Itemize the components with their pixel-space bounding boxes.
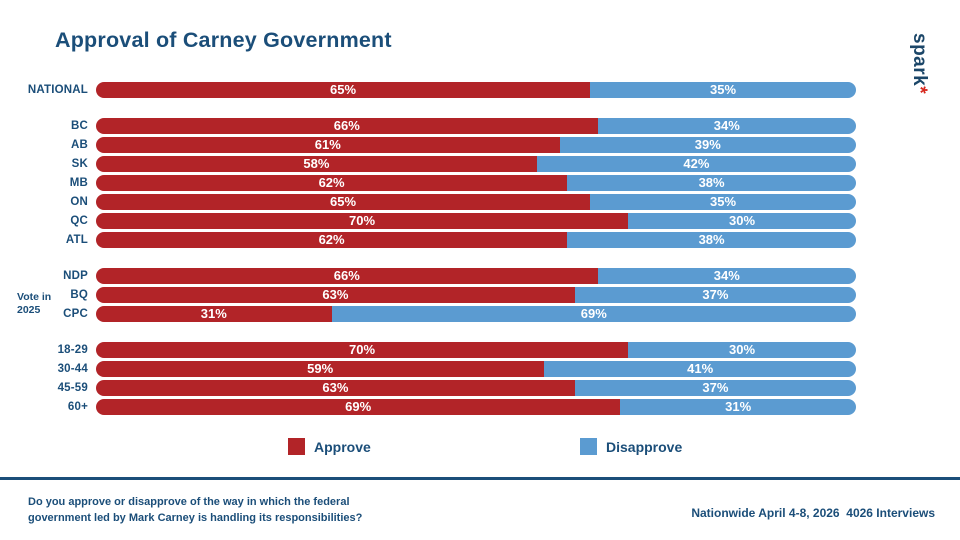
bar-row-45-59 <box>0 380 960 396</box>
bar-track-45-59 <box>96 380 856 396</box>
disapprove-segment-18-29: 30% <box>628 342 856 358</box>
row-label-mb: MB <box>69 177 88 189</box>
disapprove-swatch-icon <box>580 438 597 455</box>
bar-track-18-29 <box>96 342 856 358</box>
disapprove-segment-60-: 31% <box>620 399 856 415</box>
vote-in-2025-line1: Vote in <box>17 291 52 303</box>
bar-row-qc <box>0 213 960 229</box>
disapprove-segment-mb: 38% <box>567 175 856 191</box>
approve-swatch-icon <box>288 438 305 455</box>
survey-question-line1: Do you approve or disapprove of the way in which the federal <box>28 496 350 508</box>
disapprove-segment-30-44: 41% <box>544 361 856 377</box>
bar-track-ndp <box>96 268 856 284</box>
approve-segment-on: 65% <box>96 194 590 210</box>
approve-segment-bq: 63% <box>96 287 575 303</box>
approve-segment-60-: 69% <box>96 399 620 415</box>
bar-row-cpc <box>0 306 960 322</box>
approve-segment-mb: 62% <box>96 175 567 191</box>
bar-row-30-44 <box>0 361 960 377</box>
bar-group <box>0 118 960 248</box>
disapprove-segment-national: 35% <box>590 82 856 98</box>
row-label-bq: BQ <box>70 289 88 301</box>
approve-segment-ab: 61% <box>96 137 560 153</box>
row-label-18-29: 18-29 <box>57 344 88 356</box>
bar-row-on <box>0 194 960 210</box>
approve-segment-45-59: 63% <box>96 380 575 396</box>
disapprove-segment-qc: 30% <box>628 213 856 229</box>
disapprove-segment-bq: 37% <box>575 287 856 303</box>
row-label-bc: BC <box>70 120 88 132</box>
bar-track-30-44 <box>96 361 856 377</box>
vote-in-2025-line2: 2025 <box>17 304 41 316</box>
bar-track-bq <box>96 287 856 303</box>
approve-segment-national: 65% <box>96 82 590 98</box>
row-label-ndp: NDP <box>63 270 88 282</box>
approve-segment-cpc: 31% <box>96 306 332 322</box>
footer-divider <box>0 477 960 480</box>
bar-row-ab <box>0 137 960 153</box>
row-label-qc: QC <box>70 215 88 227</box>
row-label-45-59: 45-59 <box>57 382 88 394</box>
bar-track-ab <box>96 137 856 153</box>
approval-stacked-bar-chart <box>0 82 960 435</box>
bar-row-bc <box>0 118 960 134</box>
bar-track-sk <box>96 156 856 172</box>
row-label-60-: 60+ <box>67 401 88 413</box>
approve-segment-30-44: 59% <box>96 361 544 377</box>
legend-item-disapprove <box>580 438 682 455</box>
bar-group <box>0 342 960 415</box>
spark-logo-asterisk: * <box>909 86 930 95</box>
bar-row-mb <box>0 175 960 191</box>
bar-track-qc <box>96 213 856 229</box>
bar-row-atl <box>0 232 960 248</box>
disapprove-segment-on: 35% <box>590 194 856 210</box>
row-label-cpc: CPC <box>63 308 88 320</box>
survey-question-line2: government led by Mark Carney is handling its responsibilities? <box>28 512 363 524</box>
bar-track-national <box>96 82 856 98</box>
bar-track-bc <box>96 118 856 134</box>
row-label-sk: SK <box>71 158 88 170</box>
legend-approve-label: Approve <box>314 438 371 455</box>
bar-row-sk <box>0 156 960 172</box>
bar-track-atl <box>96 232 856 248</box>
bar-row-ndp <box>0 268 960 284</box>
disapprove-segment-45-59: 37% <box>575 380 856 396</box>
disapprove-segment-ndp: 34% <box>598 268 856 284</box>
row-label-national: NATIONAL <box>27 84 88 96</box>
approve-segment-bc: 66% <box>96 118 598 134</box>
disapprove-segment-bc: 34% <box>598 118 856 134</box>
approve-segment-qc: 70% <box>96 213 628 229</box>
approve-segment-atl: 62% <box>96 232 567 248</box>
approve-segment-18-29: 70% <box>96 342 628 358</box>
bar-group <box>0 268 960 322</box>
bar-row-bq <box>0 287 960 303</box>
legend-disapprove-label: Disapprove <box>606 438 683 455</box>
disapprove-segment-ab: 39% <box>560 137 856 153</box>
bar-row-national <box>0 82 960 98</box>
disapprove-segment-atl: 38% <box>567 232 856 248</box>
spark-logo-text: spark <box>909 33 930 87</box>
row-label-atl: ATL <box>65 234 88 246</box>
disapprove-segment-sk: 42% <box>537 156 856 172</box>
survey-source: Nationwide April 4-8, 2026 4026 Interviews <box>691 506 935 520</box>
bar-track-on <box>96 194 856 210</box>
bar-track-60- <box>96 399 856 415</box>
legend <box>0 438 960 458</box>
approve-segment-ndp: 66% <box>96 268 598 284</box>
bar-row-18-29 <box>0 342 960 358</box>
bar-row-60- <box>0 399 960 415</box>
bar-track-cpc <box>96 306 856 322</box>
approve-segment-sk: 58% <box>96 156 537 172</box>
legend-item-approve <box>288 438 371 455</box>
row-label-ab: AB <box>70 139 88 151</box>
page-title: Approval of Carney Government <box>55 28 392 52</box>
survey-question <box>28 494 362 526</box>
bar-track-mb <box>96 175 856 191</box>
bar-group <box>0 82 960 98</box>
row-label-30-44: 30-44 <box>57 363 88 375</box>
vote-in-2025-group-label <box>17 291 51 317</box>
row-label-on: ON <box>70 196 88 208</box>
disapprove-segment-cpc: 69% <box>332 306 856 322</box>
